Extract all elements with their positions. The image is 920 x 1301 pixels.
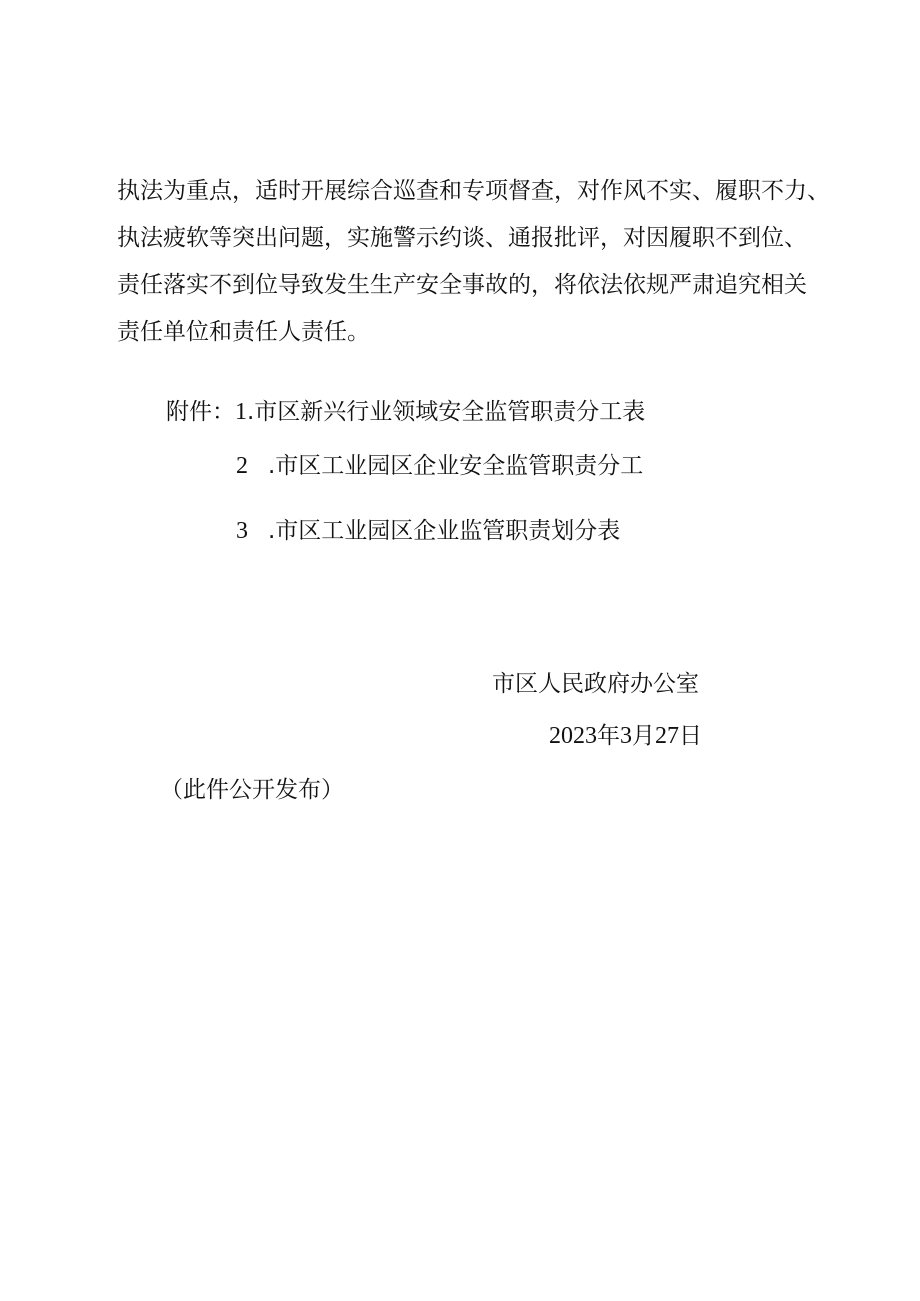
attachment-item-3 [236,516,620,546]
paragraph-line: 执法为重点，适时开展综合巡查和专项督查，对作风不实、履职不力、 [117,178,830,204]
attachment-item-1 [166,397,645,427]
paragraph-line: 责任落实不到位导致发生生产安全事故的，将依法依规严肃追究相关 [117,272,807,298]
date-year-char: 年 [597,723,620,749]
attachment-prefix: 附件： [166,399,235,425]
attachment-number: 1 [235,399,247,425]
attachment-number: 3 [236,518,248,544]
date-year: 2023 [549,723,597,749]
date-day-char: 日 [679,723,702,749]
paragraph-line: 执法疲软等突出问题，实施警示约谈、通报批评，对因履职不到位、 [117,225,807,251]
date-day: 27 [655,723,679,749]
date-month: 3 [620,723,632,749]
attachment-title: .市区工业园区企业安全监管职责分工 [268,453,644,479]
paragraph-line: 责任单位和责任人责任。 [117,319,370,345]
date-month-char: 月 [632,723,655,749]
attachment-title: .市区新兴行业领域安全监管职责分工表 [247,399,646,425]
issue-date [549,721,702,751]
attachment-item-2 [236,451,643,481]
attachment-number: 2 [236,453,248,479]
attachment-title: .市区工业园区企业监管职责划分表 [268,518,621,544]
issuer-name: 市区人民政府办公室 [492,671,699,697]
public-release-note: （此件公开发布） [160,777,344,803]
body-paragraph [117,168,830,356]
